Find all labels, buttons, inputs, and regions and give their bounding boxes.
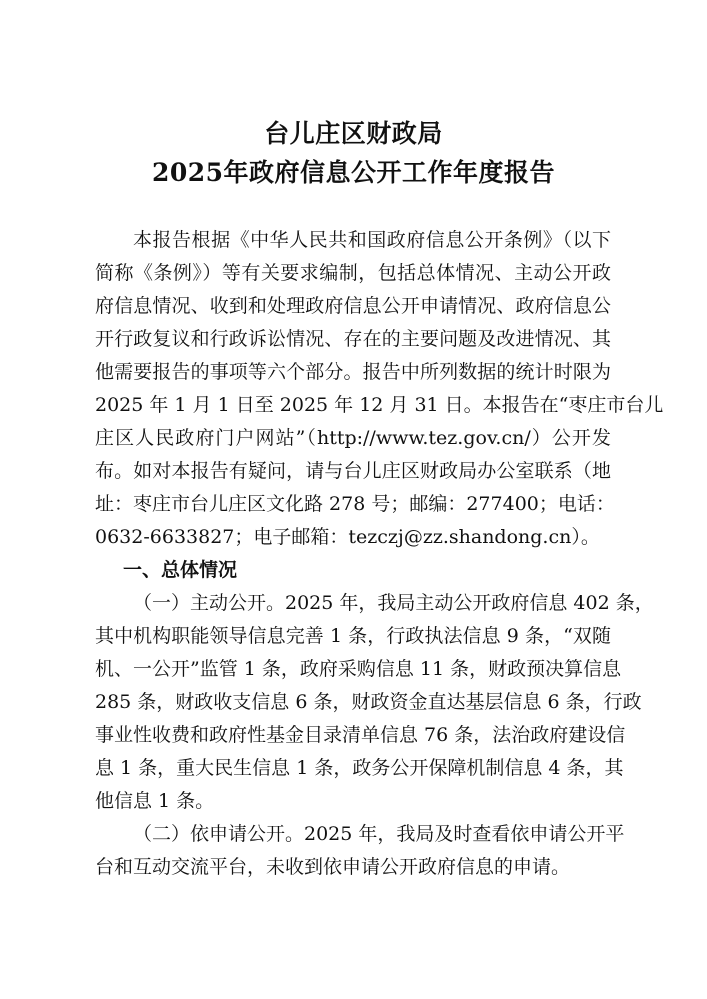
text-line: 府信息情况、收到和处理政府信息公开申请情况、政府信息公 bbox=[95, 295, 611, 317]
text-line: 机、一公开”监管 1 条，政府采购信息 11 条，财政预决算信息 bbox=[95, 658, 622, 680]
report-title-org: 台儿庄区财政局 bbox=[264, 119, 443, 148]
text-line: 台和互动交流平台，未收到依申请公开政府信息的申请。 bbox=[95, 856, 571, 878]
text-line: （二）依申请公开。2025 年，我局及时查看依申请公开平 bbox=[133, 823, 625, 845]
intro-paragraph bbox=[95, 224, 664, 554]
text-line: 他信息 1 条。 bbox=[95, 790, 215, 812]
text-line: 285 条，财政收支信息 6 条，财政资金直达基层信息 6 条，行政 bbox=[95, 691, 642, 713]
text-line: 庄区人民政府门户网站”（http://www.tez.gov.cn/）公开发 bbox=[95, 427, 611, 449]
text-line: 其中机构职能领导信息完善 1 条，行政执法信息 9 条，“双随 bbox=[95, 625, 611, 647]
text-line: 址：枣庄市台儿庄区文化路 278 号；邮编：277400；电话： bbox=[95, 493, 615, 515]
text-line: 简称《条例》）等有关要求编制，包括总体情况、主动公开政 bbox=[95, 262, 611, 284]
text-line: 2025 年 1 月 1 日至 2025 年 12 月 31 日。本报告在“枣庄市台儿 bbox=[95, 394, 664, 416]
text-line: （一）主动公开。2025 年，我局主动公开政府信息 402 条， bbox=[133, 592, 654, 614]
text-line: 事业性收费和政府性基金目录清单信息 76 条，法治政府建设信 bbox=[95, 724, 626, 746]
text-line: 本报告根据《中华人民共和国政府信息公开条例》（以下 bbox=[133, 229, 611, 251]
report-body bbox=[95, 224, 664, 884]
report-title: 2025年政府信息公开工作年度报告 bbox=[151, 158, 556, 187]
text-line: 0632-6633827；电子邮箱：tezczj@zz.shandong.cn）。 bbox=[95, 526, 600, 548]
application-disclosure-paragraph bbox=[95, 818, 625, 884]
text-line: 布。如对本报告有疑问，请与台儿庄区财政局办公室联系（地 bbox=[95, 460, 611, 482]
text-line: 开行政复议和行政诉讼情况、存在的主要问题及改进情况、其 bbox=[95, 328, 611, 350]
section-heading: 一、总体情况 bbox=[123, 559, 238, 581]
text-line: 他需要报告的事项等六个部分。报告中所列数据的统计时限为 bbox=[95, 361, 611, 383]
proactive-disclosure-paragraph bbox=[95, 587, 654, 818]
text-line: 息 1 条，重大民生信息 1 条，政务公开保障机制信息 4 条，其 bbox=[95, 757, 624, 779]
